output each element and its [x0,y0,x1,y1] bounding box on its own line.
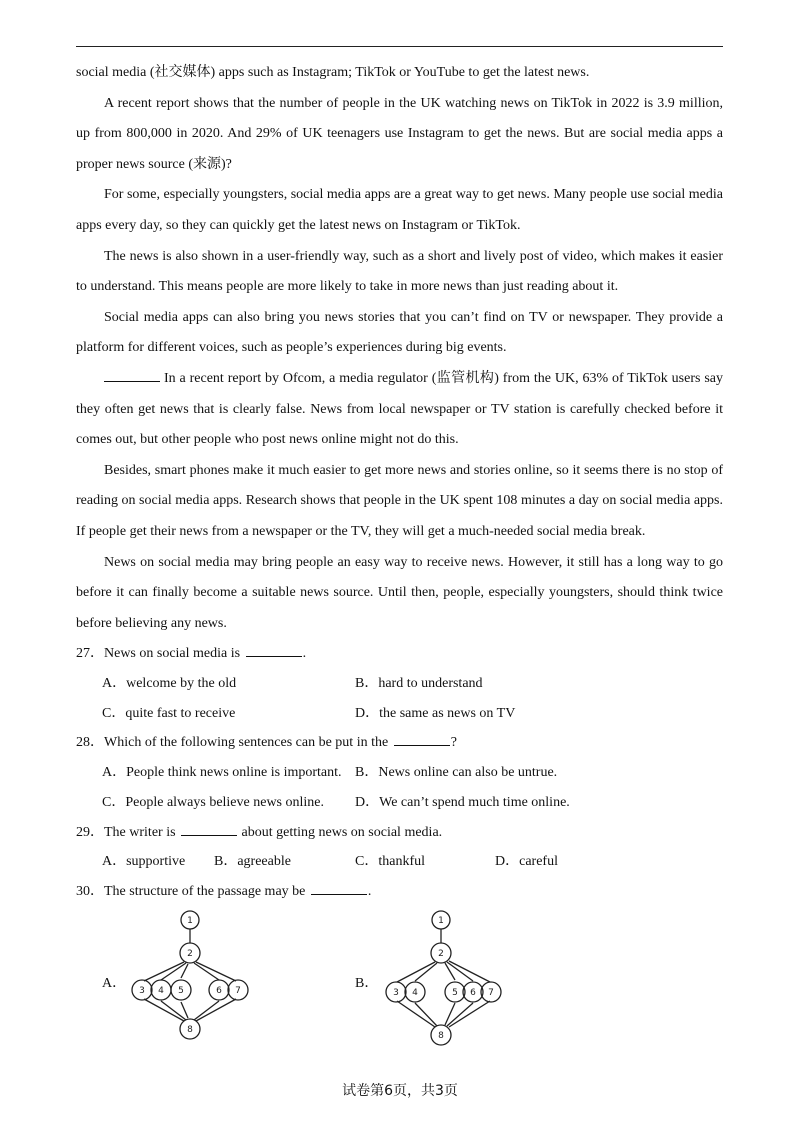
options-row [76,847,723,877]
stem-end: about getting news on social media. [238,824,443,840]
node-label: 2 [438,949,444,959]
node-label: 7 [235,986,241,996]
option-d[interactable]: D．the same as news on TV [355,705,516,721]
node-label: 3 [393,988,399,998]
structure-options [76,900,723,1050]
option-d[interactable]: D．We can’t spend much time online. [355,794,570,810]
answer-blank [246,644,302,657]
option-c[interactable]: C．People always believe news online. [102,794,325,810]
option-b[interactable]: B．agreeable [214,854,291,870]
answer-blank [181,823,237,836]
answer-blank [394,733,450,746]
paragraph-5: Social media apps can also bring you news stories that you can’t find on TV or newspaper. They provide a platform for different voices, such as people’s experiences during big events. [76,309,723,356]
option-c[interactable]: C．quite fast to receive [102,705,236,721]
paragraph-1: social media (社交媒体) apps such as Instagram; TikTok or YouTube to get the latest news. [76,65,590,80]
stem-text: 28．Which of the following sentences can be put in the [76,735,392,751]
node-label: 7 [488,988,494,998]
question-28 [76,728,723,817]
stem-end: . [302,646,307,662]
option-b[interactable]: B．hard to understand [355,675,483,691]
option-a[interactable]: A．welcome by the old [102,675,237,691]
question-27 [76,639,723,728]
option-a[interactable]: A．supportive [102,854,186,870]
node-label: 5 [452,988,458,998]
options-row [76,669,723,699]
paragraph-7: Besides, smart phones make it much easier to get more news and stories online, so it seems there is no stop of reading on social media apps. Research shows that people in the UK spent 108 minutes a day on social media apps. If people get their news from a newspaper or the TV, they will get a much-needed social media break. [76,462,723,539]
option-c[interactable]: C．thankful [355,854,425,870]
node-label: 4 [412,988,418,998]
option-b[interactable]: B． [355,976,379,991]
structure-diagram-a [126,904,256,1046]
node-label: 2 [187,949,193,959]
answer-blank [311,882,367,895]
passage-blank [104,369,160,382]
stem-end: . [367,883,372,899]
header-rule [76,46,723,47]
node-label: 8 [187,1025,193,1035]
question-stem [76,818,723,848]
paragraph-8: News on social media may bring people an easy way to receive news. However, it still has a long way to go before it can finally become a suitable news source. Until then, people, especially youngsters, should think twice before believing any news. [76,554,723,631]
paragraph-4: The news is also shown in a user-friendly way, such as a short and lively post of video, which makes it easier to understand. This means people are more likely to take in more news than just reading about it. [76,248,723,295]
stem-text: 27．News on social media is [76,646,244,662]
question-29 [76,818,723,877]
question-stem [76,639,723,669]
node-label: 6 [216,986,222,996]
question-stem [76,728,723,758]
passage [76,58,723,907]
option-a[interactable]: A． [102,976,127,991]
node-label: 4 [158,986,164,996]
node-label: 6 [470,988,476,998]
node-label: 8 [438,1031,444,1041]
options-row [76,758,723,788]
node-label: 5 [178,986,184,996]
option-d[interactable]: D．careful [495,854,558,870]
options-row [76,788,723,818]
node-label: 1 [438,916,444,926]
node-label: 3 [139,986,145,996]
page-footer: 试卷第6页，共3页 [342,1083,458,1099]
paragraph-6-text: In a recent report by Ofcom, a media regulator (监管机构) from the UK, 63% of TikTok users say they often get news that is clearly false. News from local newspaper or TV station is carefully checked before it comes out, but other people who post news online might not do this. [76,370,723,448]
structure-diagram-b [379,904,509,1046]
option-b[interactable]: B．News online can also be untrue. [355,765,558,781]
option-a[interactable]: A．People think news online is important. [102,765,342,781]
paragraph-2: A recent report shows that the number of people in the UK watching news on TikTok in 2022 is 3.9 million, up from 800,000 in 2020. And 29% of UK teenagers use Instagram to get the news. But are social media apps a proper news source (来源)? [76,95,723,172]
stem-end: ? [450,735,457,751]
stem-text: 30．The structure of the passage may be [76,883,309,899]
paragraph-6 [76,364,723,456]
paragraph-3: For some, especially youngsters, social media apps are a great way to get news. Many people use social media apps every day, so they can quickly get the latest news on Instagram or TikTok. [76,187,723,233]
options-row [76,699,723,729]
stem-text: 29．The writer is [76,824,180,840]
node-label: 1 [187,916,193,926]
